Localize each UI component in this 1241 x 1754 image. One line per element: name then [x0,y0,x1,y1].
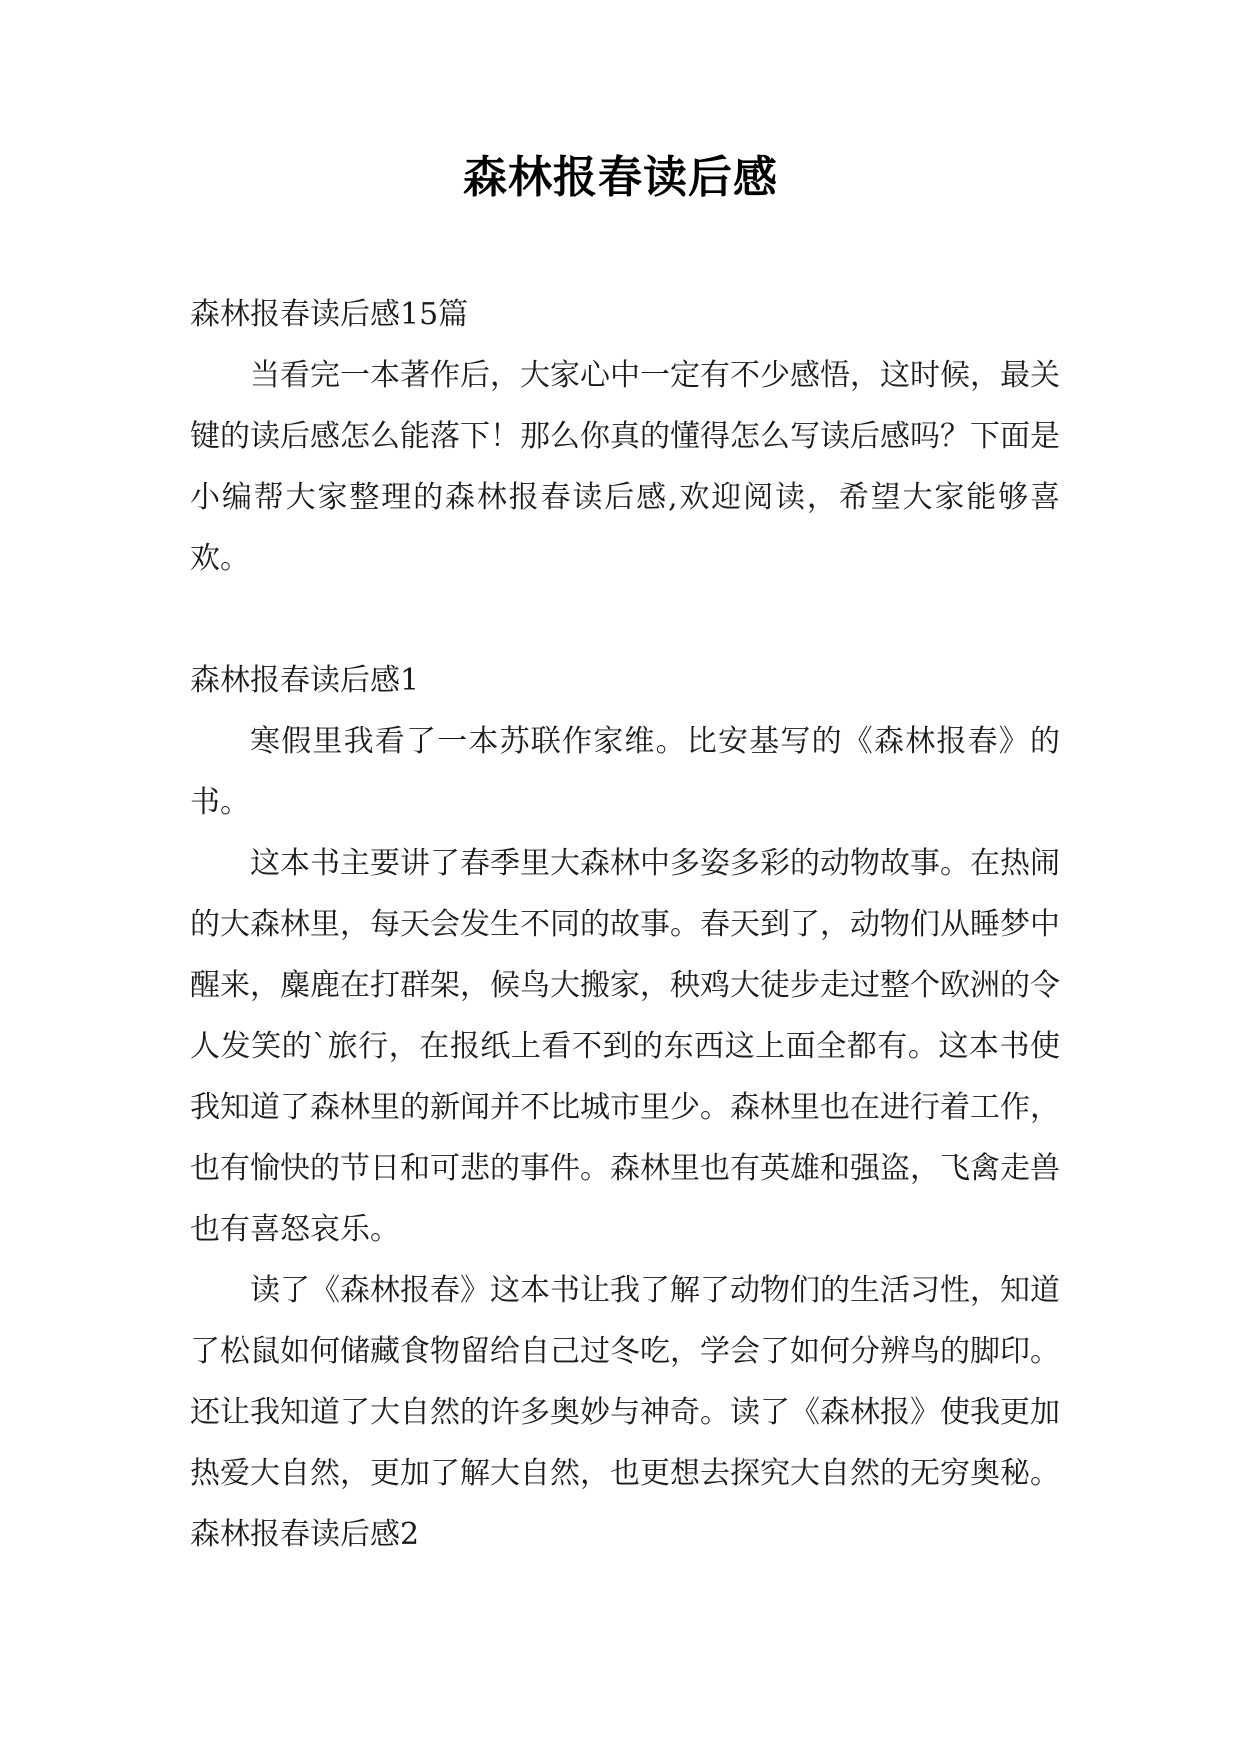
body-paragraph: 读了《森林报春》这本书让我了解了动物们的生活习性，知道了松鼠如何储藏食物留给自己过冬吃，学会了如何分辨鸟的脚印。还让我知道了大自然的许多奥妙与神奇。读了《森林报》使我更加热爱大自然，更加了解大自然，也更想去探究大自然的无穷奥秘。 [190,1273,1060,1491]
body-paragraph: 这本书主要讲了春季里大森林中多姿多彩的动物故事。在热闹的大森林里，每天会发生不同的故事。春天到了，动物们从睡梦中醒来，麋鹿在打群架，候鸟大搬家，秧鸡大徒步走过整个欧洲的令人发笑的`旅行，在报纸上看不到的东西这上面全都有。这本书使我知道了森林里的新闻并不比城市里少。森林里也在进行着工作，也有愉快的节日和可悲的事件。森林里也有英雄和强盗，飞禽走兽也有喜怒哀乐。 [190,846,1060,1247]
body-paragraph: 寒假里我看了一本苏联作家维。比安基写的《森林报春》的书。 [190,724,1060,820]
collection-heading: 森林报春读后感15篇 [190,297,469,332]
intro-paragraph: 当看完一本著作后，大家心中一定有不少感悟，这时候，最关键的读后感怎么能落下！那么你真的懂得怎么写读后感吗？下面是小编帮大家整理的森林报春读后感,欢迎阅读，希望大家能够喜欢。 [190,358,1060,576]
section-heading-1: 森林报春读后感1 [190,663,420,698]
document-title: 森林报春读后感 [463,152,778,203]
section-heading-2: 森林报春读后感2 [190,1517,420,1552]
document-body [190,284,1060,1565]
